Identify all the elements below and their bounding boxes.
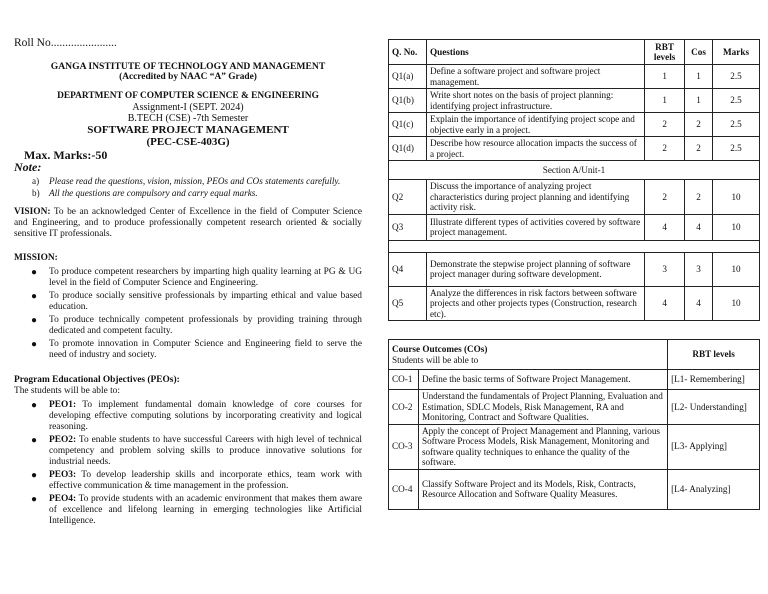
spacer-row (389, 240, 760, 252)
co-table-heading: Course Outcomes (COs) Students will be able to (389, 340, 668, 370)
list-item: ● PEO2: To enable students to have successful Careers with high level of technical competency and problem solving skills to produce innovative solutions for industrial needs. (31, 435, 362, 467)
bullet-icon: ● (31, 339, 38, 350)
subject-name: SOFTWARE PROJECT MANAGEMENT (87, 124, 289, 136)
note-item: b) All the questions are compulsory and carry equal marks. (32, 187, 258, 198)
department-name: DEPARTMENT OF COMPUTER SCIENCE & ENGINEERING (57, 91, 319, 101)
course-outcomes-table (388, 339, 760, 510)
peo-intro: The students will be able to: (14, 386, 120, 396)
vision-statement: VISION: To be an acknowledged Center of Excellence in the field of Computer Science and Engineering, and to produce professionally competent research oriented & socially sensitive IT professionals. (14, 207, 362, 239)
col-header: Marks (713, 40, 760, 65)
peo-list (14, 400, 362, 527)
table-row: Q4 Demonstrate the stepwise project planning of software project manager during software development. 3 3 10 (389, 252, 760, 286)
bullet-icon: ● (31, 400, 38, 411)
bullet-icon: ● (31, 315, 38, 326)
bullet-icon: ● (31, 435, 38, 446)
table-row: Q1(d) Describe how resource allocation impacts the success of a project. 2 2 2.5 (389, 137, 760, 161)
col-header: Q. No. (389, 40, 427, 65)
table-row: Q1(a) Define a software project and software project management. 1 1 2.5 (389, 65, 760, 89)
table-row: CO-2 Understand the fundamentals of Project Planning, Evaluation and Estimation, SDLC Models, Risk Management, RA and Monitoring, Contract and Software Qualities. [L2- Understanding] (389, 390, 760, 425)
table-row: CO-3 Apply the concept of Project Management and Planning, various Software Process Models, Risk Management, Monitoring and software quality techniques to enhance the quality of the software. [L3- Applying] (389, 424, 760, 469)
left-column (14, 38, 362, 529)
accreditation: (Accredited by NAAC “A” Grade) (119, 72, 257, 82)
list-item: ● To produce competent researchers by imparting high quality learning at PG & UG level in the field of Computer Science and Engineering. (31, 267, 362, 288)
col-header: RBT levels (645, 40, 685, 65)
section-row (389, 161, 760, 180)
peo-title: Program Educational Objectives (PEOs): (14, 375, 180, 385)
table-row: CO-1 Define the basic terms of Software Project Management. [L1- Remembering] (389, 370, 760, 390)
bullet-icon: ● (31, 291, 38, 302)
max-marks: Max. Marks:-50 (24, 148, 108, 162)
note-list (14, 176, 362, 199)
note-title: Note: (14, 160, 42, 174)
table-row: Q5 Analyze the differences in risk factors between software projects and other projects types (Construction, research etc). 4 4 10 (389, 286, 760, 321)
bullet-icon: ● (31, 470, 38, 481)
col-header: Questions (426, 40, 644, 65)
col-header: Cos (685, 40, 713, 65)
col-header: RBT levels (668, 340, 760, 370)
list-item: ● PEO1: To implement fundamental domain knowledge of core courses for developing effective computing solutions by incorporating creativity and logical reasoning. (31, 400, 362, 432)
table-row: Q2 Discuss the importance of analyzing project characteristics during project planning and identifying activity risk. 2 2 10 (389, 180, 760, 215)
table-row: CO-4 Classify Software Project and its Models, Risk, Contracts, Resource Allocation and Software Quality Measures. [L4- Analyzing] (389, 469, 760, 509)
questions-table (388, 39, 760, 321)
table-header-row (389, 340, 760, 370)
table-header-row (389, 40, 760, 65)
table-row: Q3 Illustrate different types of activities covered by software project management. 4 4 10 (389, 214, 760, 240)
roll-number: Roll No....................... (14, 37, 117, 49)
list-item: ● To produce technically competent professionals by providing training through dedicated and competent faculty. (31, 315, 362, 336)
list-item: ● To promote innovation in Computer Science and Engineering field to serve the need of industry and society. (31, 339, 362, 360)
list-item: ● To produce socially sensitive professionals by imparting ethical and value based education. (31, 291, 362, 312)
mission-list (14, 267, 362, 361)
table-row: Q1(c) Explain the importance of identifying project scope and objective early in a project. 2 2 2.5 (389, 113, 760, 137)
section-heading: Section A/Unit-1 (389, 161, 760, 180)
table-row: Q1(b) Write short notes on the basis of project planning: identifying project infrastructure. 1 1 2.5 (389, 89, 760, 113)
list-item: ● PEO4: To provide students with an academic environment that makes them aware of excellence and lifelong learning in emerging technologies like Artificial Intelligence. (31, 494, 362, 526)
subject-code: (PEC-CSE-403G) (146, 136, 230, 148)
note-item: a) Please read the questions, vision, mission, PEOs and COs statements carefully. (32, 176, 341, 186)
mission-title: MISSION: (14, 253, 58, 263)
list-item: ● PEO3: To develop leadership skills and incorporate ethics, team work with effective communication & time management in the profession. (31, 470, 362, 491)
bullet-icon: ● (31, 267, 38, 278)
program-name: B.TECH (CSE) -7th Semester (127, 113, 249, 124)
bullet-icon: ● (31, 494, 38, 505)
institute-name: GANGA INSTITUTE OF TECHNOLOGY AND MANAGEMENT (50, 61, 326, 72)
assignment-title: Assignment-I (SEPT. 2024) (132, 102, 244, 113)
